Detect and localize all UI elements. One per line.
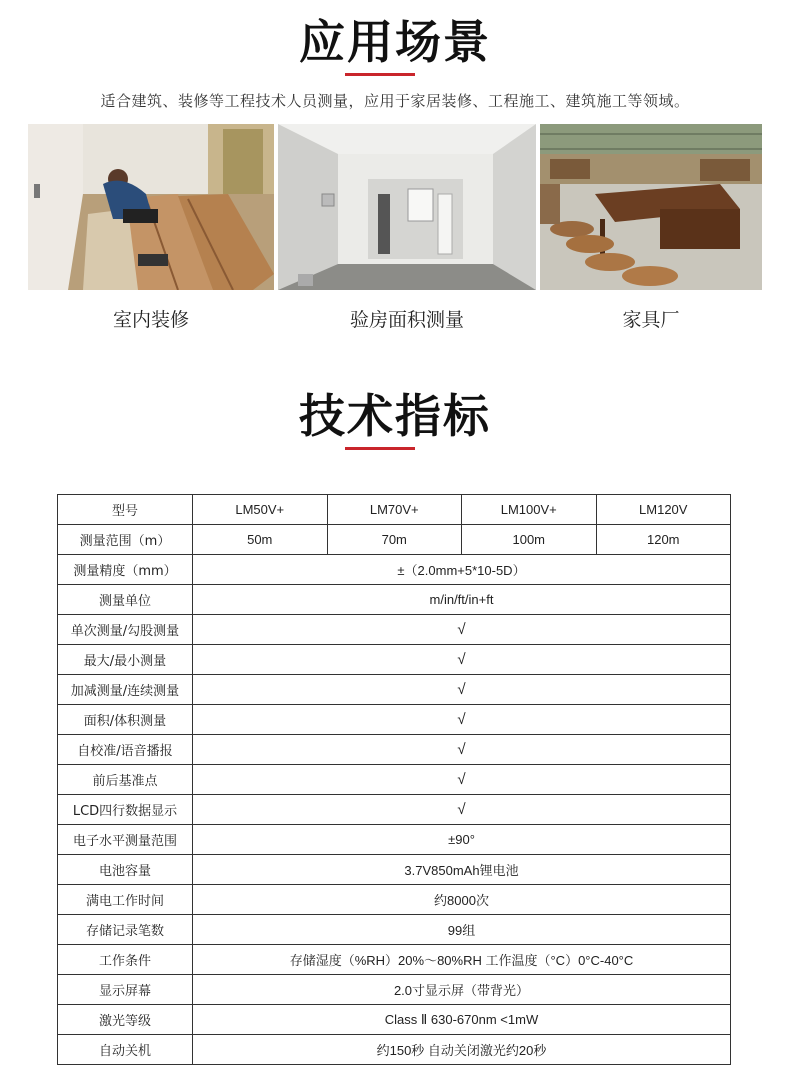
scene-caption-furniture-factory: 家具厂 (622, 309, 680, 331)
spec-value: m/in/ft/in+ft (193, 585, 731, 615)
model-name: LM120V (596, 495, 731, 525)
spec-value: 2.0寸显示屏（带背光） (193, 975, 731, 1005)
spec-value: 存储湿度（%RH）20%～80%RH 工作温度（°C）0°C-40°C (193, 945, 731, 975)
spec-value: 99组 (193, 915, 731, 945)
spec-label: 自校准/语音播报 (58, 735, 193, 765)
table-row (58, 555, 731, 585)
table-row (58, 585, 731, 615)
table-row (58, 855, 731, 885)
spec-value: ±（2.0mm+5*10-5D） (193, 555, 731, 585)
check-mark: √ (193, 735, 731, 765)
spec-label: 满电工作时间 (58, 885, 193, 915)
table-row (58, 1035, 731, 1065)
spec-label: 激光等级 (58, 1005, 193, 1035)
table-row (58, 1005, 731, 1035)
spec-value: 50m (193, 525, 328, 555)
spec-value: 70m (327, 525, 462, 555)
spec-label: 工作条件 (58, 945, 193, 975)
spec-value: ±90° (193, 825, 731, 855)
spec-label: 最大/最小测量 (58, 645, 193, 675)
scene-image-interior-renovation (28, 124, 274, 290)
table-row (58, 975, 731, 1005)
spec-value: Class Ⅱ 630-670nm <1mW (193, 1005, 731, 1035)
table-row (58, 705, 731, 735)
spec-label: 测量范围（m） (58, 525, 193, 555)
check-mark: √ (193, 615, 731, 645)
intro-text: 适合建筑、装修等工程技术人员测量，应用于家居装修、工程施工、建筑施工等领域。 (100, 92, 690, 110)
spec-table (57, 494, 731, 1065)
spec-label: 加减测量/连续测量 (58, 675, 193, 705)
check-mark: √ (193, 645, 731, 675)
section-title-applications: 应用场景 (299, 15, 491, 69)
table-row (58, 915, 731, 945)
spec-label: 电子水平测量范围 (58, 825, 193, 855)
table-row (58, 825, 731, 855)
spec-label: 前后基准点 (58, 765, 193, 795)
scene-image-house-inspection (278, 124, 536, 290)
spec-label: 测量单位 (58, 585, 193, 615)
spec-label: 型号 (58, 495, 193, 525)
spec-value: 100m (462, 525, 597, 555)
model-name: LM70V+ (327, 495, 462, 525)
check-mark: √ (193, 795, 731, 825)
model-name: LM50V+ (193, 495, 328, 525)
table-row (58, 735, 731, 765)
model-name: LM100V+ (462, 495, 597, 525)
spec-label: 自动关机 (58, 1035, 193, 1065)
spec-label: 面积/体积测量 (58, 705, 193, 735)
section-title-specifications: 技术指标 (299, 389, 491, 443)
table-row-range (58, 525, 731, 555)
table-row (58, 765, 731, 795)
table-row (58, 795, 731, 825)
spec-label: 测量精度（mm） (58, 555, 193, 585)
title-underline (345, 447, 415, 450)
table-row-header (58, 495, 731, 525)
table-row (58, 645, 731, 675)
scene-caption-interior-renovation: 室内装修 (112, 309, 189, 331)
scene-image-furniture-factory (540, 124, 762, 290)
check-mark: √ (193, 675, 731, 705)
spec-value: 3.7V850mAh锂电池 (193, 855, 731, 885)
spec-label: 存储记录笔数 (58, 915, 193, 945)
check-mark: √ (193, 765, 731, 795)
spec-label: 显示屏幕 (58, 975, 193, 1005)
spec-value: 约150秒 自动关闭激光约20秒 (193, 1035, 731, 1065)
check-mark: √ (193, 705, 731, 735)
spec-value: 约8000次 (193, 885, 731, 915)
spec-label: LCD四行数据显示 (58, 795, 193, 825)
table-row (58, 675, 731, 705)
title-underline (345, 73, 415, 76)
spec-label: 电池容量 (58, 855, 193, 885)
spec-value: 120m (596, 525, 731, 555)
table-row (58, 885, 731, 915)
scene-caption-house-inspection: 验房面积测量 (349, 309, 464, 331)
table-row (58, 945, 731, 975)
table-row (58, 615, 731, 645)
spec-label: 单次测量/勾股测量 (58, 615, 193, 645)
